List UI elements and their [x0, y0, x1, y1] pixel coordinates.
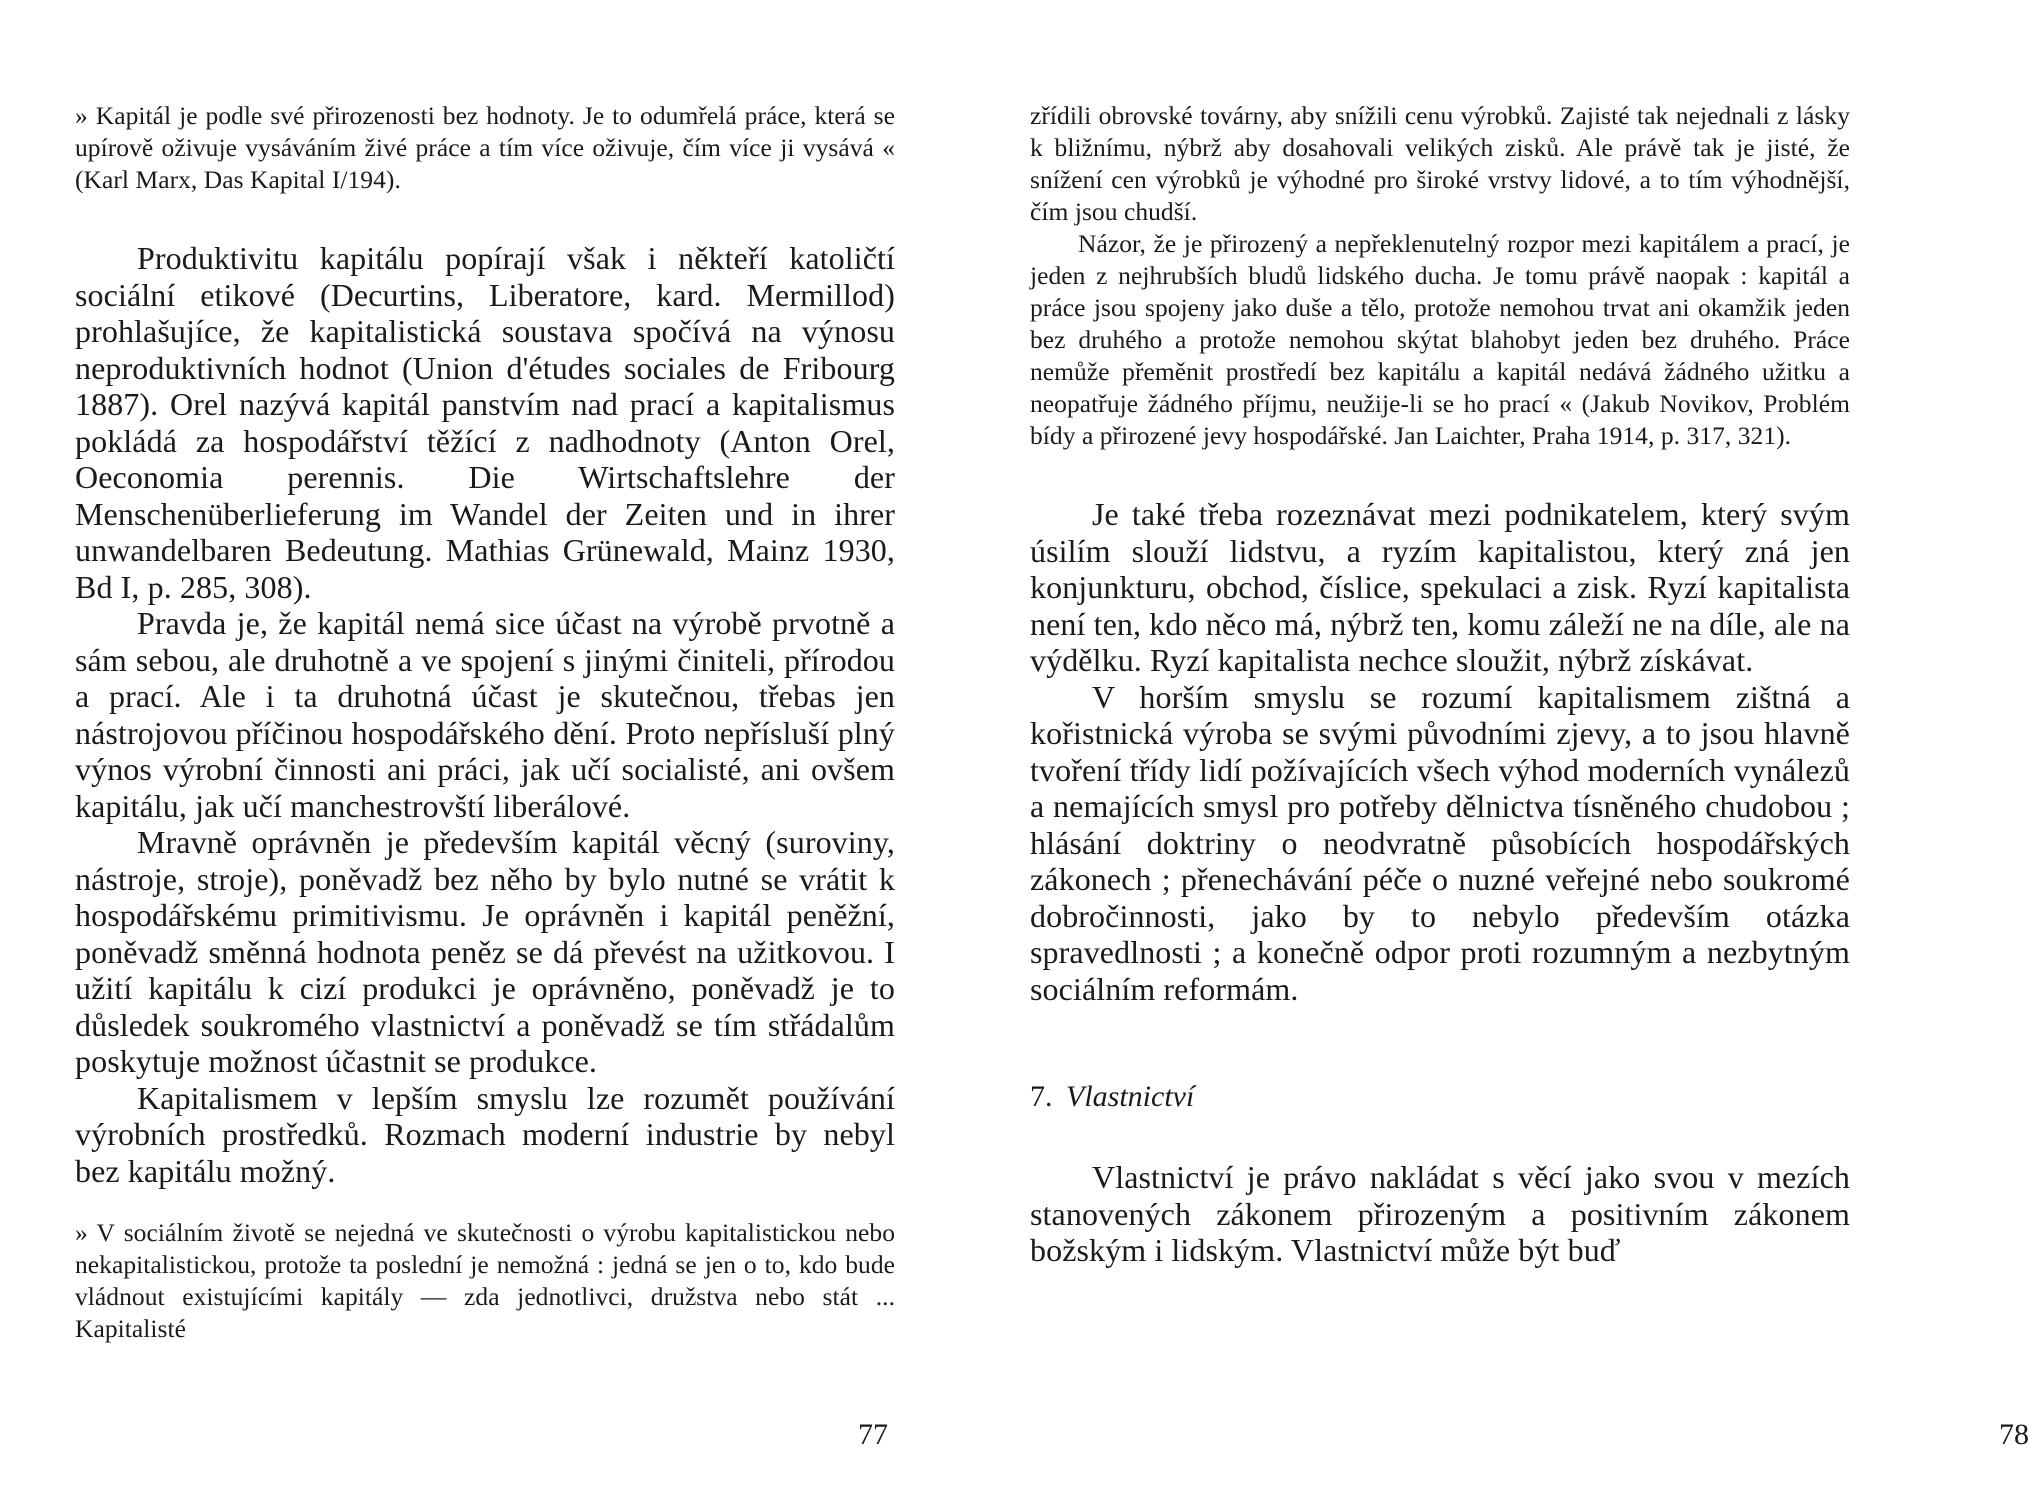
paragraph-morally-justified: Mravně oprávněn je především kapitál věcný (suroviny, nástroje, stroje), poněvadž bez něho by bylo nutné se vrátit k hospodářskému primitivismu. Je oprávněn i kapitál peněžní, poněvadž směnná hodnota peněz se dá převést na užitkovou. I užití kapitálu k cizí produkci je oprávněno, poněvadž je to důsledek soukromého vlastnictví a poněvadž se tím střádalům poskytuje možnost účastnit se produkce. — [75, 824, 895, 1079]
left-page — [0, 0, 959, 1500]
paragraph-ownership: Vlastnictví je právo nakládat s věcí jako svou v mezích stanovených zákonem přirozeným a positivním zákonem božským i lidským. Vlastnictví může být buď — [1030, 1159, 1850, 1268]
marx-quote: » Kapitál je podle své přirozenosti bez hodnoty. Je to odumřelá práce, která se upírově oživuje vysáváním živé práce a tím více oživuje, čím více ji vysává « (Karl Marx, Das Kapital I/194). — [75, 101, 895, 194]
section-number: 7. — [1030, 1080, 1053, 1113]
novikov-quote: Názor, že je přirozený a nepřeklenutelný rozpor mezi kapitálem a prací, je jeden z nejhrubších bludů lidského ducha. Je tomu právě naopak : kapitál a práce jsou spojeny jako duše a tělo, protože nemohou trvat ani okamžik jeden bez druhého a protože nemohou skýtat blahobyt jeden bez druhého. Práce nemůže přeměnit prostředí bez kapitálu a kapitál nedává žádného užitku a neopatřuje žádného příjmu, neužije-li se ho prací « (Jakub Novikov, Problém bídy a přirozené jevy hospodářské. Jan Laichter, Praha 1914, p. 317, 321). — [1030, 229, 1850, 450]
paragraph-truth: Pravda je, že kapitál nemá sice účast na výrobě prvotně a sám sebou, ale druhotně a ve spojení s jinými činiteli, přírodou a prací. Ale i ta druhotná účast je skutečnou, třebas jen nástrojovou příčinou hospodářského dění. Proto nepřísluší plný výnos výrobní činnosti ani práci, jak učí socialisté, ani ovšem kapitálu, jak učí manchestrovští liberálové. — [75, 605, 895, 824]
paragraph-capitalism-better-sense: Kapitalismem v lepším smyslu lze rozumět používání výrobních prostředků. Rozmach moderní industrie by nebyl bez kapitálu možný. — [75, 1079, 895, 1189]
right-page — [959, 0, 2029, 1500]
quote-continuation: zřídili obrovské továrny, aby snížili cenu výrobků. Zajisté tak nejednali z lásky k bližnímu, nýbrž aby dosahovali velikých zisků. Ale právě tak je jisté, že snížení cen výrobků je výhodné pro široké vrstvy lidové, a to tím výhodnější, čím jsou chudší. — [1030, 101, 1850, 226]
page-number-right: 78 — [1999, 1418, 2029, 1451]
page-number-left: 77 — [858, 1418, 888, 1451]
right-text-column — [1030, 100, 1850, 1269]
paragraph-worse-sense: V horším smyslu se rozumí kapitalismem zištná a kořistnická výroba se svými původními zjevy, a to jsou hlavně tvoření třídy lidí požívajících všech výhod moderních vynálezů a nemajících smysl pro potřeby dělnictva tísněného chudobou ; hlásání doktriny o neodvratně působících hospodářských zákonech ; přenechávání péče o nuzné veřejné nebo soukromé dobročinnosti, jako by to nebylo především otázka spravedlnosti ; a konečně odpor proti rozumným a nezbytným sociálním reformám. — [1030, 678, 1850, 1007]
left-text-column — [75, 100, 895, 1345]
social-life-quote: » V sociálním životě se nejedná ve skutečnosti o výrobu kapitalistickou nebo nekapitalistickou, protože ta poslední je nemožná : jedná se jen o to, kdo bude vládnout existujícími kapitály — zda jednotlivci, družstva nebo stát ... Kapitalisté — [75, 1218, 895, 1343]
paragraph-entrepreneur: Je také třeba rozeznávat mezi podnikatelem, který svým úsilím slouží lidstvu, a ryzím kapitalistou, který zná jen konjunkturu, obchod, číslice, spekulaci a zisk. Ryzí kapitalista není ten, kdo něco má, nýbrž ten, komu záleží ne na díle, ale na výdělku. Ryzí kapitalista nechce sloužit, nýbrž získávat. — [1030, 496, 1850, 678]
paragraph-productivity: Produktivitu kapitálu popírají však i někteří katoličtí sociální etikové (Decurtins, Liberatore, kard. Mermillod) prohlašujíce, že kapitalistická soustava spočívá na výnosu neproduktivních hodnot (Union d'études sociales de Fribourg 1887). Orel nazývá kapitál panstvím nad prací a kapitalismus pokládá za hospodářství těžící z nadhodnoty (Anton Orel, Oeconomia perennis. Die Wirtschaftslehre der Menschenüberlieferung im Wandel der Zeiten und in ihrer unwandelbaren Bedeutung. Mathias Grünewald, Mainz 1930, Bd I, p. 285, 308). — [75, 240, 895, 605]
section-title: Vlastnictví — [1066, 1080, 1195, 1113]
section-heading — [1030, 1079, 1850, 1115]
